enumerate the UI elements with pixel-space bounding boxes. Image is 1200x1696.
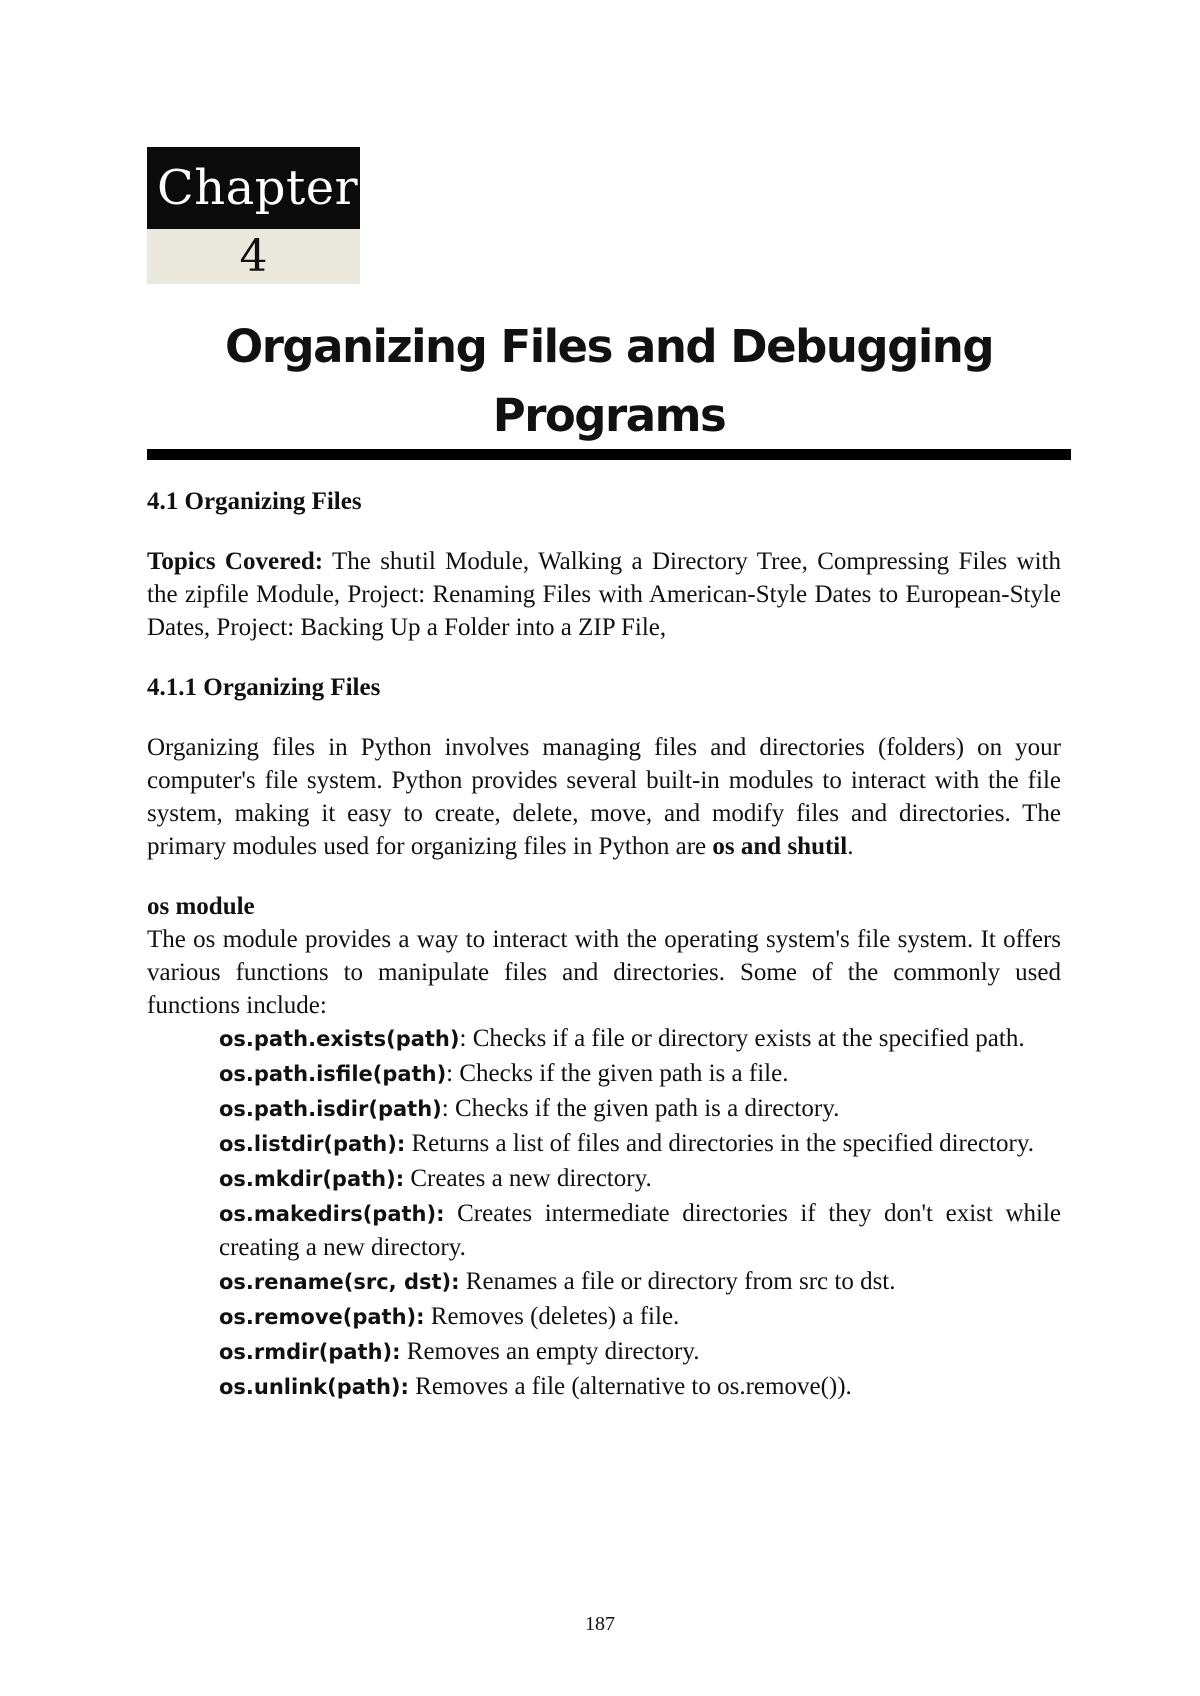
chapter-title-line-1: Organizing Files and Debugging [224, 320, 994, 373]
function-description: Creates a new directory. [404, 1165, 652, 1192]
os-module-heading: os module [147, 893, 255, 920]
intro-end: . [847, 833, 854, 860]
function-description: Removes a file (alternative to os.remove()). [408, 1373, 852, 1400]
list-item [219, 1335, 1061, 1369]
function-description: Returns a list of files and directories in the specified directory. [405, 1130, 1034, 1157]
list-item [219, 1022, 1061, 1056]
list-item [219, 1265, 1061, 1299]
os-module-intro: The os module provides a way to interact with the operating system's file system. It offers various functions to manipulate files and directories. Some of the commonly used functions include: [147, 926, 1061, 1019]
chapter-title-line-2: Programs [492, 389, 726, 442]
function-name: os.path.isfile(path) [219, 1062, 447, 1086]
intro-bold-modules: os and shutil [712, 833, 848, 860]
topics-text: The shutil Module, Walking a Directory Tree, Compressing Files with the zipfile Module, Project: Renaming Files with American-Style Dates to European-Style Dates, Project: Backing Up a Folder into a ZIP File, [147, 548, 1061, 641]
list-item [219, 1127, 1061, 1161]
intro-text: Organizing files in Python involves managing files and directories (folders) on your computer's file system. Python provides several built-in modules to interact with the file system, making it easy to create, delete, move, and modify files and directories. The primary modules used for organizing files in Python are [147, 734, 1061, 860]
page-number: 187 [585, 1613, 615, 1635]
function-name: os.makedirs(path): [219, 1202, 445, 1226]
function-name: os.unlink(path): [219, 1375, 409, 1399]
function-description: : Checks if a file or directory exists at the specified path. [459, 1025, 1025, 1052]
function-name: os.mkdir(path): [219, 1167, 405, 1191]
chapter-number: 4 [147, 229, 360, 284]
list-item [219, 1370, 1061, 1404]
topics-covered-paragraph [147, 545, 1061, 644]
function-name: os.rmdir(path): [219, 1340, 401, 1364]
function-description: Removes (deletes) a file. [424, 1303, 680, 1330]
title-divider [147, 449, 1071, 460]
function-name: os.rename(src, dst): [219, 1270, 460, 1294]
function-name: os.listdir(path): [219, 1132, 406, 1156]
function-name: os.remove(path): [219, 1305, 425, 1329]
list-item [219, 1197, 1061, 1264]
topics-label: Topics Covered: [147, 548, 324, 575]
page-body [147, 485, 1061, 1405]
section-heading: 4.1 Organizing Files [147, 488, 362, 515]
list-item [219, 1057, 1061, 1091]
chapter-label: Chapter [147, 147, 360, 229]
function-description: Removes an empty directory. [400, 1338, 700, 1365]
function-name: os.path.isdir(path) [219, 1097, 442, 1121]
list-item [219, 1300, 1061, 1334]
list-item [219, 1092, 1061, 1126]
function-name: os.path.exists(path) [219, 1027, 460, 1051]
list-item [219, 1162, 1061, 1196]
subsection-heading: 4.1.1 Organizing Files [147, 674, 381, 701]
function-description: : Checks if the given path is a directory. [441, 1095, 840, 1122]
function-description: : Checks if the given path is a file. [446, 1060, 789, 1087]
os-function-list [147, 1022, 1061, 1404]
chapter-badge [147, 147, 360, 284]
function-description: Creates intermediate directories if they don't exist while creating a new directory. [219, 1200, 1061, 1261]
chapter-title [147, 312, 1071, 450]
function-description: Renames a file or directory from src to dst. [459, 1268, 896, 1295]
intro-paragraph [147, 731, 1061, 863]
